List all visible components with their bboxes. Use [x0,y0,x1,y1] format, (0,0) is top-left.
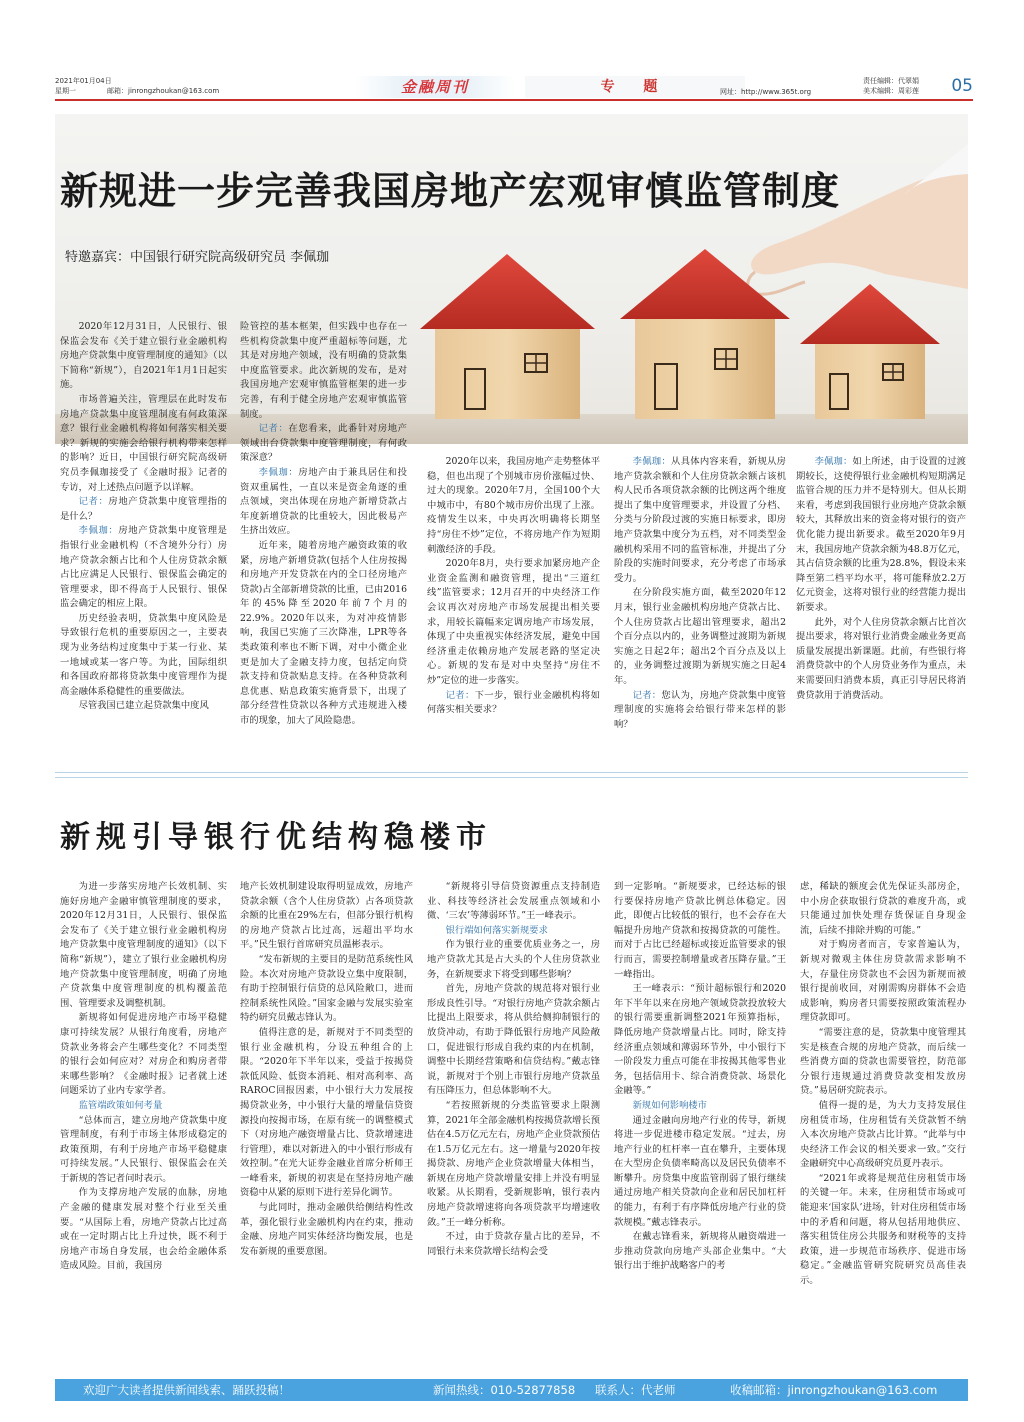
article1-headline: 新规进一步完善我国房地产宏观审慎监管制度 [60,169,841,213]
speaker-label: 记者： [78,496,109,508]
speaker-label: 记者： [445,689,475,701]
article2-column-4 [614,880,786,1274]
paragraph: 尽管我国已建立起贷款集中度风 [78,700,209,712]
paragraph: 近年来，随着房地产融资政策的收紧，房地产新增贷款(包括个人住房按揭和房地产开发贷款在内的全口径房地产贷款)占全部新增贷款的比重，已由2016年的45%降至2020年前7个月的22.9%。2020年以来，为对冲疫情影响，我国已实施了三次降准，LPR等各类政策利率也不断下调，对中小微企业更是加大了金融支持力度，包括定向贷款支持和贷款贴息支持。在各种贷款利息优惠、贴息政策实施背景下，出现了部分经营性贷款以各种方式违规进入楼市的现象，加大了风险隐患。 [240,539,407,727]
article1-column-1 [60,320,227,714]
paragraph: 市场普遍关注，管理层在此时发布房地产贷款集中度管理制度有何政策深意？银行业金融机构将如何落实相关要求？新规的实施会给银行机构带来怎样的影响？近日，中国银行研究院高级研究员李佩珈接受了《金融时报》记者的专访，对上述热点问题予以详解。 [60,393,227,493]
paragraph-text: 房地产贷款集中度管理是指银行业金融机构（不含境外分行）房地产贷款余额占比和个人住房贷款余额占比应满足人民银行、银保监会确定的管理要求，即不得高于人民银行、银保监会确定的相应上限。 [60,525,227,610]
paragraph: 值得注意的是，新规对于不同类型的银行业金融机构，分设五种组合的上限。“2020年下半年以来，受益于按揭贷款低风险、低资本消耗、相对高利率、高RAROC回报因素，中小银行大力发展按揭贷款业务，中小银行大量的增量信贷资源投向按揭市场，在原有统一的调整模式下（对房地产融资增量占比、贷款增速进行管理），难以对新进入的中小银行形成有效控制。”在光大证券金融业首席分析师王一峰看来，新规的初衷是在坚持房地产融资稳中从紧的原则下进行差异化调节。 [240,1026,413,1199]
paragraph: 不过，由于贷款存量占比的差异，不同银行未来贷款增长结构会受 [427,1231,600,1257]
paragraph-text: 房地产贷款集中度管理指的是什么？ [60,496,227,522]
masthead-date-block [55,76,220,96]
qa-paragraph [614,455,786,586]
page-number: 05 [951,76,973,96]
section-divider [55,772,968,778]
masthead-email: 邮箱：jinrongzhoukan@163.com [107,87,220,95]
footer-slogan: 欢迎广大读者提供新闻线索、踊跃投稿！ [83,1383,290,1397]
footer-email: 收稿邮箱：jinrongzhoukan@163.com [730,1383,938,1397]
article2-column-2 [240,880,413,1259]
paragraph: 王一峰表示：“预计超标银行和2020年下半年以来在房地产领域贷款投放较大的银行需要重新调整2021年预算指标，降低房地产贷款增量占比。同时，除支持经济重点领域和薄弱环节外，中小银行下一阶段发力重点可能在非按揭其他零售业务，包括信用卡、综合消费贷款、场景化金融等。” [614,983,786,1097]
paragraph: 地产长效机制建设取得明显成效，房地产贷款余额（含个人住房贷款）占各项贷款余额的比重在29%左右，但部分银行机构的房地产贷款占比过高，远超出平均水平。”民生银行首席研究员温彬表示。 [240,881,413,951]
qa-paragraph [60,524,227,612]
paragraph: 在分阶段实施方面，截至2020年12月末，银行业金融机构房地产贷款占比、个人住房贷款占比超出管理要求，超出2个百分点以内的，业务调整过渡期为新规实施之日起2年；超出2个百分点及以上的，业务调整过渡期为新规实施之日起4年。 [614,587,786,686]
qa-paragraph [240,466,407,539]
paragraph: 2020年12月31日，人民银行、银保监会发布《关于建立银行业金融机构房地产贷款集中度管理制度的通知》（以下简称“新规”），自2021年1月1日起实施。 [60,321,227,391]
qa-paragraph [240,422,407,466]
paragraph: 2020年8月，央行要求加紧房地产企业资金监测和融资管理，提出“三道红线”监管要求；12月召开的中央经济工作会议再次对房地产市场发展提出相关要求，用较长篇幅来定调房地产市场发展，体现了中央重视实体经济发展，避免中国经济重走依赖房地产发展老路的坚定决心。新规的发布是对中央坚持“房住不炒”定位的进一步落实。 [427,558,600,686]
issue-date: 2021年01月04日 [55,77,112,85]
qa-paragraph [427,689,600,718]
article2-column-1 [60,880,227,1274]
section-label: 专 题 [525,76,745,98]
paragraph: 险管控的基本框架，但实践中也存在一些机构贷款集中度严重超标等问题，尤其是对房地产领域，没有明确的贷款集中度监管要求。此次新规的发布，是对我国房地产宏观审慎监管框架的进一步完善，有利于健全房地产宏观审慎监管制度。 [240,321,407,420]
house-small [800,284,940,419]
qa-paragraph [614,689,786,733]
qa-paragraph [796,455,966,616]
article1-column-3 [427,455,600,718]
art-editor-credit: 美术编辑：周彩莲 [863,87,919,95]
subheading: 银行端如何落实新规要求 [445,924,548,936]
paragraph-text: 房地产由于兼具居住和投资双重属性，一直以来是资金角逐的重点领域，突出体现在房地产新增贷款占年度新增贷款的比重较大，因此极易产生挤出效应。 [240,466,407,537]
masthead-website: 网址：http://www.365t.org [720,88,812,96]
paragraph-text: 在您看来，此番针对房地产领域出台贷款集中度管理制度，有何政策深意？ [240,423,407,464]
paragraph: 在戴志锋看来，新规将从融资端进一步推动贷款向房地产头部企业集中。“大银行出于维护战略客户的考 [614,1231,786,1272]
house-medium [620,249,790,419]
issue-weekday: 星期一 [55,87,76,95]
guest-credit: 特邀嘉宾：中国银行研究院高级研究员 李佩珈 [65,250,330,265]
article2-column-3 [427,880,600,1259]
paragraph: 为进一步落实房地产长效机制、实施好房地产金融审慎管理制度的要求，2020年12月31日，人民银行、银保监会发布了《关于建立银行业金融机构房地产贷款集中度管理制度的通知》（以下简称“新规”），建立了银行业金融机构房地产贷款集中度管理制度，明确了房地产贷款集中度管理制度的机构覆盖范围、管理要求及调整机制。 [60,881,227,1009]
paragraph: 通过金融向房地产行业的传导，新规将进一步促进楼市稳定发展。“过去，房地产行业的杠杆率一直在攀升，主要体现在大型房企负债率畸高以及居民负债率不断攀升。房贷集中度监管削弱了银行继续通过房地产相关贷款向企业和居民加杠杆的能力，有利于有序降低房地产行业的贷款规模。”戴志锋表示。 [614,1114,786,1228]
footer-hotline: 新闻热线：010-52877858 [433,1383,576,1397]
paragraph: 对于购房者而言，专家普遍认为，新规对微观主体住房贷款需求影响不大，存量住房贷款也不会因为新规而被银行提前收回，对刚需购房群体不会造成影响，购房者只需要按照政策流程办理贷款即可。 [800,939,966,1024]
paragraph: 与此同时，推动金融供给侧结构性改革，强化银行业金融机构内在约束，推动金融、房地产同实体经济均衡发展，也是发布新规的重要意图。 [240,1202,413,1257]
masthead-rule [55,99,973,101]
paragraph: 首先，房地产贷款的规范将对银行业形成良性引导。“对银行房地产贷款余额占比提出上限要求，将从供给侧抑制银行的放贷冲动，有助于降低银行房地产风险敞口，促进银行形成自我约束的内在机制，调整中长期经营策略和信贷结构。”戴志锋说，新规对于个别上市银行房地产贷款虽有压降压力，但总体影响不大。 [427,983,600,1097]
qa-paragraph [60,495,227,524]
subheading: 监管端政策如何考量 [78,1099,163,1111]
paragraph: 此外，对个人住房贷款余额占比首次提出要求，将对银行业消费金融业务更高质量发展提出新课题。此前，有些银行将消费贷款中的个人房贷业务作为重点，未来需要回归消费本质，真正引导居民将消费贷款用于消费活动。 [796,616,966,701]
house-large [420,254,595,419]
article2-column-5 [800,880,966,1289]
speaker-label: 李佩珈： [78,525,119,537]
subheading: 新规如何影响楼市 [632,1099,707,1111]
paragraph: “总体而言，建立房地产贷款集中度管理制度，有利于市场主体形成稳定的政策预期，有利于房地产市场平稳健康可持续发展。”人民银行、银保监会在关于新规的答记者问时表示。 [60,1114,227,1184]
paragraph: 作为支撑房地产发展的血脉，房地产金融的健康发展对整个行业至关重要。“从国际上看，房地产贷款占比过高或在一定时期占比上升过快，既不利于房地产市场自身发展，也会给金融体系造成风险。目前，我国房 [60,1187,227,1272]
article2-headline: 新规引导银行优结构稳楼市 [60,820,492,855]
article1-column-5 [796,455,966,703]
speaker-label: 记者： [632,689,662,701]
article1-column-2 [240,320,407,729]
speaker-label: 记者： [258,423,289,435]
masthead-editors [863,76,919,96]
paragraph: 历史经验表明，贷款集中度风险是导致银行危机的重要原因之一，主要表现为业务结构过度集中于某一行业、某一地域或某一客户等。为此，国际组织和各国政府都将贷款集中度管理作为提高金融体系稳健性的重要做法。 [60,612,227,697]
newspaper-logo: 金融周刊 [355,76,515,98]
speaker-label: 李佩珈： [632,456,672,467]
paragraph: 新规将如何促进房地产市场平稳健康可持续发展？从银行角度看，房地产贷款业务将会产生哪些变化？不同类型的银行会如何应对？对房企和购房者带来哪些影响？《金融时报》记者就上述问题采访了业内专家学者。 [60,1012,227,1097]
article1-column-4 [614,455,786,732]
paragraph: 作为银行业的重要优质业务之一，房地产贷款尤其是占大头的个人住房贷款业务，在新规要求下将受到哪些影响？ [427,939,600,980]
paragraph: “新规将引导信贷资源重点支持制造业、科技等经济社会发展重点领域和小微、‘三农’等薄弱环节。”王一峰表示。 [427,881,600,922]
footer-banner [55,1379,968,1401]
editor-credit: 责任编辑：代翠娟 [863,77,919,85]
paragraph: 值得一提的是，为大力支持发展住房租赁市场，住房租赁有关贷款暂不纳入本次房地产贷款占比计算。“此举与中央经济工作会议的相关要求一致。”交行金融研究中心高级研究员夏丹表示。 [800,1099,966,1170]
paragraph-text: 您认为，房地产贷款集中度管理制度的实施将会给银行带来怎样的影响？ [614,689,786,730]
paragraph-text: 从具体内容来看，新规从房地产贷款余额和个人住房贷款余额占该机构人民币各项贷款余额的比例这两个维度提出了集中度管理要求，并设置了分档、分类与分阶段过渡的实施日标要求，即房地产贷款集中度分为五档，对不同类型金融机构采用不同的监管标准，并提出了分阶段的实施时间要求，充分考虑了市场承受力。 [614,456,786,584]
paragraph: 虑，稀缺的额度会优先保证头部房企，中小房企获取银行贷款的难度升高，或只能通过加快处理存货保证自身现金流，后续不排除并购的可能。” [800,881,966,936]
paragraph: 到一定影响。“新规要求，已经达标的银行要保持房地产贷款比例总体稳定。因此，即便占比较低的银行，也不会存在大幅提升房地产贷款和按揭贷款的可能性。而对于占比已经超标或接近监管要求的银行而言，需要控制增量或者压降存量。”王一峰指出。 [614,881,786,980]
speaker-label: 李佩珈： [814,456,853,467]
paragraph: “需要注意的是，贷款集中度管理其实是核查合规的房地产贷款，而后续一些消费方面的贷款也需要管控，防范部分银行违规通过消费贷款变相发放房贷。”易居研究院表示。 [800,1026,966,1097]
masthead [55,76,973,100]
paragraph: “若按照新规的分类监管要求上限测算，2021年全部金融机构按揭贷款增长预估在4.5万亿元左右，房地产企业贷款预估在1.5万亿元左右。这一增量与2020年按揭贷款、房地产企业贷款增量大体相当，新规在房地产贷款增量安排上并没有明显收紧。从长期看，受新规影响，银行表内房地产贷款增速将向各项贷款平均增速收敛。”王一峰分析称。 [427,1099,600,1228]
paragraph-text: 如上所述，由于设置的过渡期较长，这使得银行业金融机构短期满足监管合规的压力并不是特别大。但从长期来看，考虑到我国银行业房地产贷款余额较大，其释放出来的资金将对银行的资产优化能力提出新要求。截至2020年9月末，我国房地产贷款余额为48.8万亿元，其占信贷余额的比重为28.8%，假设未来降至第二档平均水平，将可能释放2.2万亿元资金，这将对银行业的经营能力提出新要求。 [796,456,966,613]
paragraph: “2021年或将是规范住房租赁市场的关键一年。未来，住房租赁市场或可能迎来‘国家队’进场，针对住房租赁市场中的矛盾和问题，将从包括用地供应、落实租赁住房公共服务和财税等的支持政策，进一步规范市场秩序、促进市场稳定。”金融监管研究院研究员高佳表示。 [800,1172,966,1287]
footer-contact: 联系人：代老师 [595,1383,676,1397]
speaker-label: 李佩珈： [258,466,299,478]
paragraph: 2020年以来，我国房地产走势整体平稳，但也出现了个别城市房价涨幅过快、过大的现象。2020年7月，全国100个大中城市中，有80个城市房价出现了上涨。疫情发生以来，中央再次明确将长期坚持“房住不炒”定位，不将房地产作为短期刺激经济的手段。 [427,456,600,555]
paragraph: “发布新规的主要目的是防范系统性风险。本次对房地产贷款设立集中度限制，有助于控制银行信贷的总风险敞口，进而控制系统性风险。”国家金融与发展实验室特约研究员戴志锋认为。 [240,953,413,1024]
paragraph-text: 下一步，银行业金融机构将如何落实相关要求？ [427,689,600,716]
